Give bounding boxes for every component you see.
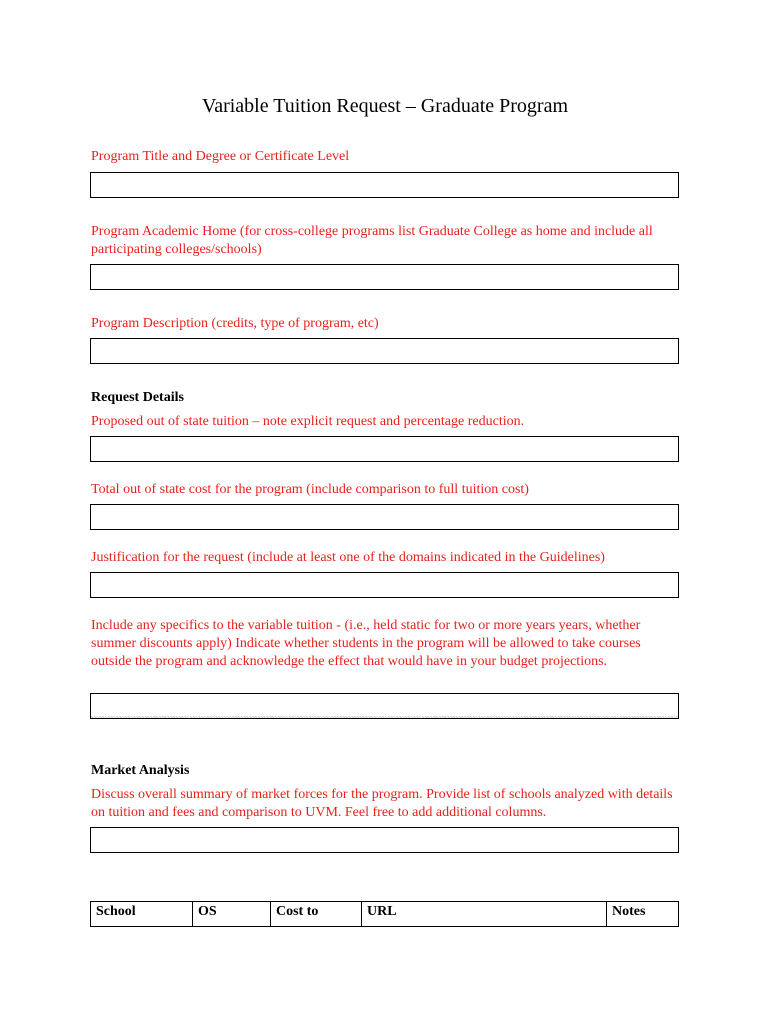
column-header-url: URL	[362, 902, 607, 927]
market-summary-field[interactable]	[90, 827, 679, 853]
total-cost-field[interactable]	[90, 504, 679, 530]
justification-field[interactable]	[90, 572, 679, 598]
program-description-label: Program Description (credits, type of program, etc)	[91, 316, 379, 331]
table-header-row	[91, 902, 679, 927]
program-description-field[interactable]	[90, 338, 679, 364]
program-home-label: Program Academic Home (for cross-college programs list Graduate College as home and include all participating colleges/schools)	[91, 224, 653, 257]
column-header-school: School	[91, 902, 193, 927]
column-header-notes: Notes	[607, 902, 679, 927]
market-summary-label: Discuss overall summary of market forces for the program. Provide list of schools analyzed with details on tuition and fees and comparison to UVM. Feel free to add additional columns.	[91, 787, 673, 820]
tuition-specifics-field[interactable]	[90, 693, 679, 719]
column-header-cost: Cost to	[271, 902, 362, 927]
market-analysis-table	[90, 901, 679, 927]
proposed-tuition-field[interactable]	[90, 436, 679, 462]
tuition-specifics-label: Include any specifics to the variable tuition - (i.e., held static for two or more years years, whether summer discounts apply) Indicate whether students in the program will be allowed to take courses outside the program and acknowledge the effect that would have in your budget projections.	[91, 618, 641, 669]
request-details-heading: Request Details	[91, 390, 184, 405]
column-header-os: OS	[193, 902, 271, 927]
market-analysis-heading: Market Analysis	[91, 763, 190, 778]
justification-label: Justification for the request (include at least one of the domains indicated in the Guidelines)	[91, 550, 605, 565]
document-title: Variable Tuition Request – Graduate Program	[201, 95, 569, 117]
proposed-tuition-label: Proposed out of state tuition – note explicit request and percentage reduction.	[91, 414, 525, 429]
total-cost-label: Total out of state cost for the program (include comparison to full tuition cost)	[91, 482, 529, 497]
program-title-label: Program Title and Degree or Certificate Level	[91, 149, 350, 164]
program-title-field[interactable]	[90, 172, 679, 198]
program-home-field[interactable]	[90, 264, 679, 290]
